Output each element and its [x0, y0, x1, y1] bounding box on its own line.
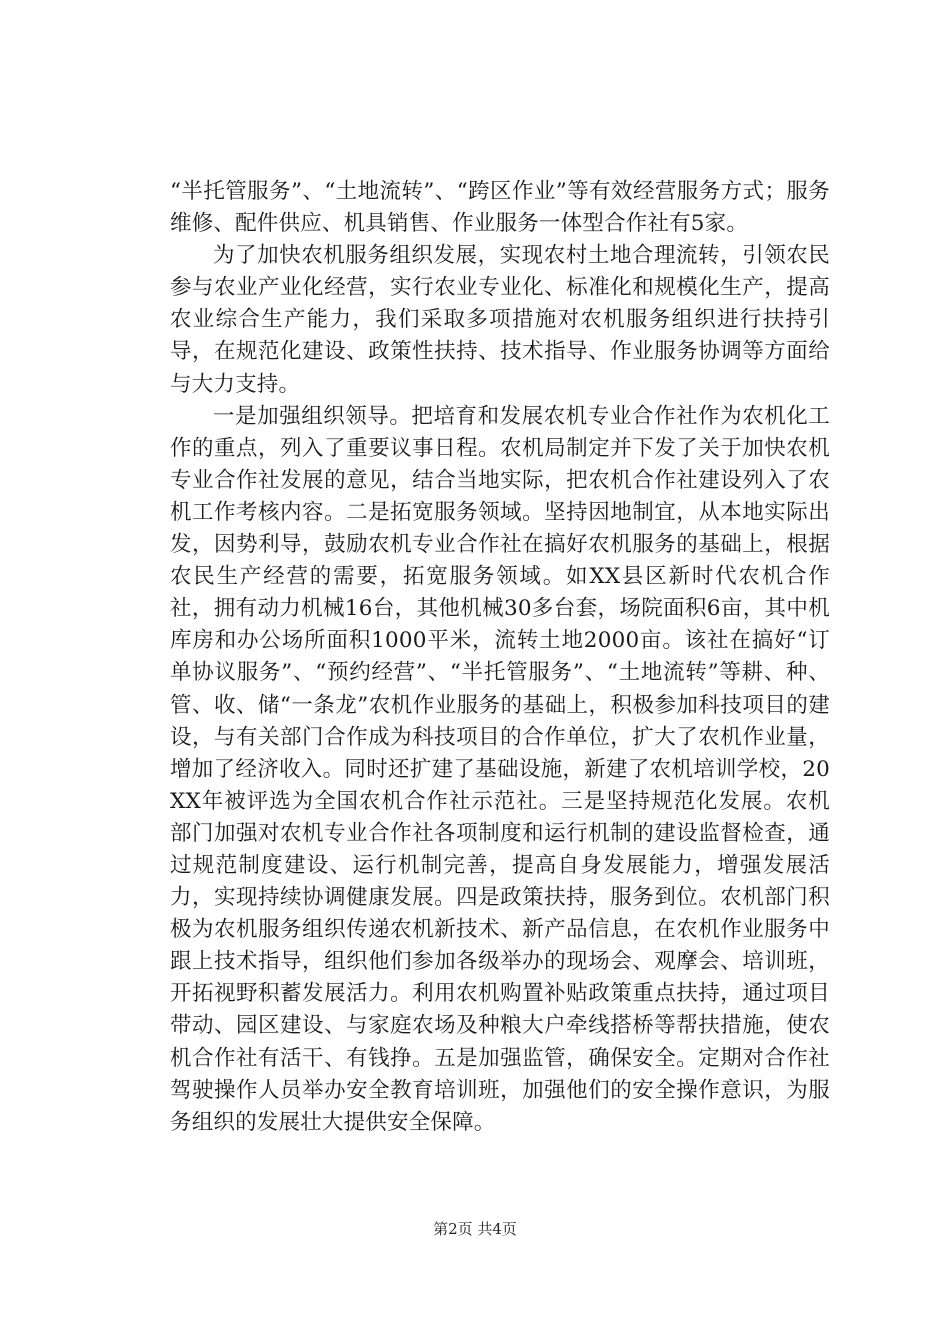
page-footer: 第2页 共4页 — [433, 1220, 517, 1238]
paragraph-measures-intro: 为了加快农机服务组织发展，实现农村土地合理流转，引领农民参与农业产业化经营，实行农业专业化、标准化和规模化生产，提高农业综合生产能力，我们采取多项措施对农机服务组织进行扶持引导，在规范化建设、政策性扶持、技术指导、作业服务协调等方面给与大力支持。 — [170, 243, 830, 397]
paragraph-measures-detail: 一是加强组织领导。把培育和发展农机专业合作社作为农机化工作的重点，列入了重要议事日程。农机局制定并下发了关于加快农机专业合作社发展的意见，结合当地实际，把农机合作社建设列入了农机工作考核内容。二是拓宽服务领域。坚持因地制宜，从本地实际出发，因势利导，鼓励农机专业合作社在搞好农机服务的基础上，根据农民生产经营的需要，拓宽服务领域。如XX县区新时代农机合作社，拥有动力机械16台，其他机械30多台套，场院面积6亩，其中机库房和办公场所面积1000平米，流转土地2000亩。该社在搞好“订单协议服务”、“预约经营”、“半托管服务”、“土地流转”等耕、种、管、收、储“一条龙”农机作业服务的基础上，积极参加科技项目的建设，与有关部门合作成为科技项目的合作单位，扩大了农机作业量，增加了经济收入。同时还扩建了基础设施，新建了农机培训学校，20XX年被评选为全国农机合作社示范社。三是坚持规范化发展。农机部门加强对农机专业合作社各项制度和运行机制的建设监督检查，通过规范制度建设、运行机制完善，提高自身发展能力，增强发展活力，实现持续协调健康发展。四是政策扶持，服务到位。农机部门积极为农机服务组织传递农机新技术、新产品信息，在农机作业服务中跟上技术指导，组织他们参加各级举办的现场会、观摩会、培训班，开拓视野积蓄发展活力。利用农机购置补贴政策重点扶持，通过项目带动、园区建设、与家庭农场及种粮大户牵线搭桥等帮扶措施，使农机合作社有活干、有钱挣。五是加强监管，确保安全。定期对合作社驾驶操作人员举办安全教育培训班，加强他们的安全操作意识，为服务组织的发展壮大提供安全保障。 — [170, 403, 830, 1135]
paragraph-continued: “半托管服务”、“土地流转”、“跨区作业”等有效经营服务方式；服务维修、配件供应、机具销售、作业服务一体型合作社有5家。 — [170, 179, 830, 237]
document-body — [170, 176, 830, 1139]
